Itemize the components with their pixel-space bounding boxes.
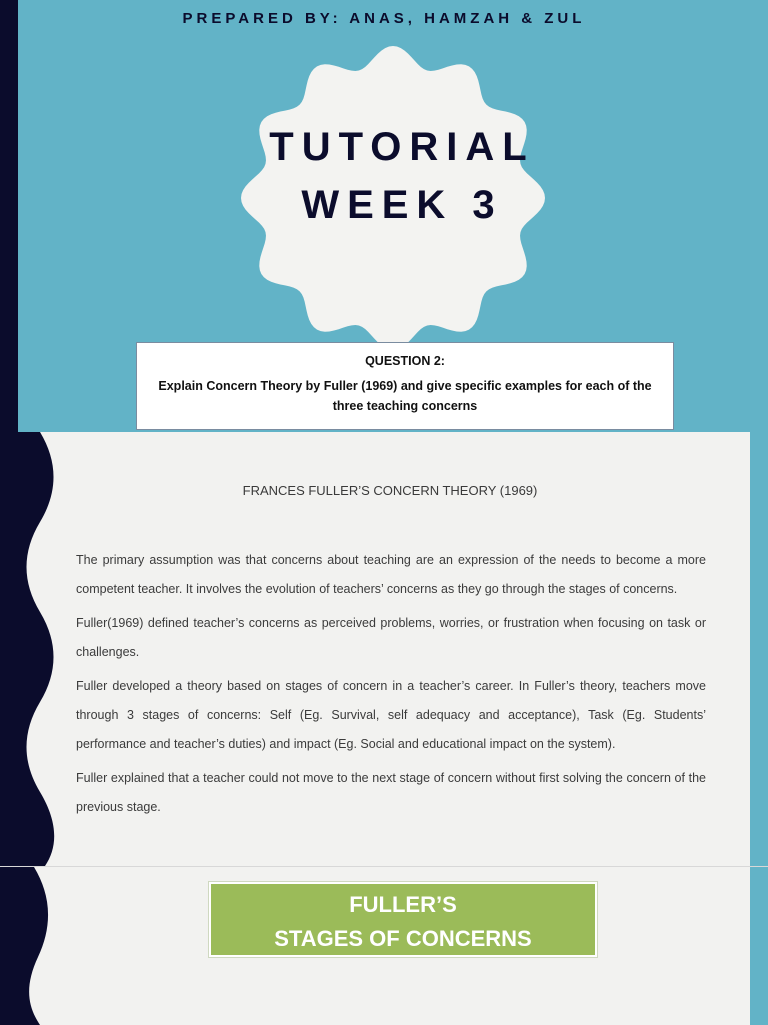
prepared-by: PREPARED BY: ANAS, HAMZAH & ZUL [182,10,586,27]
left-accent-bar [0,0,18,432]
title-slide [0,0,768,432]
paragraph: Fuller developed a theory based on stages of concern in a teacher’s career. In Fuller’s theory, teachers move through 3 stages of concerns: Self (Eg. Survival, self adequacy and acceptance), Task (Eg. Students’ performance and teacher’s duties) and impact (Eg. Social and educational impact on the system). [76,679,706,751]
right-accent-bar [750,867,768,1025]
stages-slide [0,866,768,1025]
paragraph: Fuller(1969) defined teacher’s concerns as perceived problems, worries, or frustration when focusing on task or challenges. [76,616,706,659]
title-line-1: TUTORIAL [269,125,535,169]
stages-heading-box [209,882,597,957]
question-text-continued: three teaching concerns [332,399,478,413]
paragraph: Fuller explained that a teacher could not move to the next stage of concern without first solving the concern of the previous stage. [76,771,706,814]
theory-slide [0,432,768,866]
question-box [136,342,674,430]
heading-line-1: FULLER’S [349,892,457,917]
question-text: Explain Concern Theory by Fuller (1969) and give specific examples for each of the [158,379,652,393]
question-heading: QUESTION 2: [365,354,445,368]
paragraph: The primary assumption was that concerns about teaching are an expression of the needs to become a more competent teacher. It involves the evolution of teachers’ concerns as they go through the stages of concerns. [76,553,706,596]
heading-line-2: STAGES OF CONCERNS [274,926,532,951]
theory-body [76,546,706,827]
theory-title: FRANCES FULLER’S CONCERN THEORY (1969) [242,483,538,498]
title-line-2: WEEK 3 [301,183,503,227]
wavy-left-edge [0,867,60,1025]
